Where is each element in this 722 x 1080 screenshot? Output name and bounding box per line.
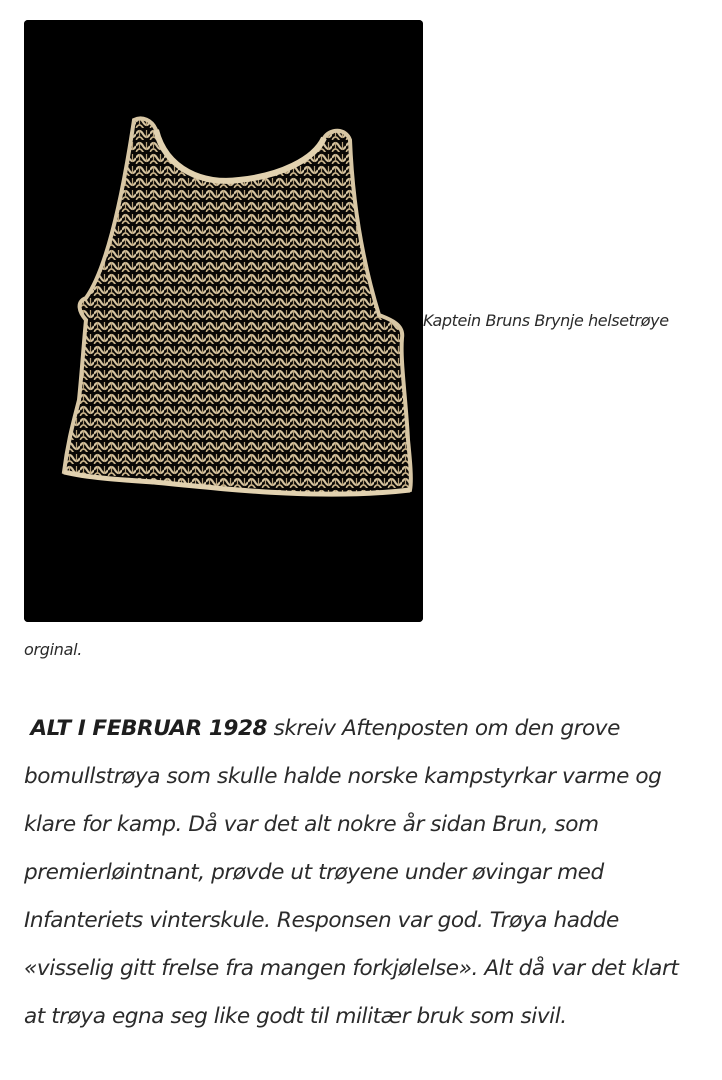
image-caption-continuation: orginal. <box>24 640 83 659</box>
garment-photo <box>24 20 423 622</box>
knitted-vest-image <box>24 20 423 622</box>
image-caption: Kaptein Bruns Brynje helsetrøye <box>423 311 669 330</box>
article-paragraph <box>24 705 708 1041</box>
article-line-2: bomullstrøya som skulle halde norske kampstyrkar varme og <box>24 764 662 789</box>
article-line-7: at trøya egna seg like godt til militær bruk som sivil. <box>24 1004 567 1029</box>
article-line-4: premierløintnant, prøvde ut trøyene under øvingar med <box>24 860 604 885</box>
article-line-6: «visselig gitt frelse fra mangen forkjølelse». Alt då var det klart <box>24 956 679 981</box>
article-line-1: skreiv Aftenposten om den grove <box>273 716 620 741</box>
article-lead-heading: ALT I FEBRUAR 1928 <box>30 716 268 741</box>
article-line-5: Infanteriets vinterskule. Responsen var god. Trøya hadde <box>24 908 619 933</box>
article-line-3: klare for kamp. Då var det alt nokre år sidan Brun, som <box>24 812 599 837</box>
